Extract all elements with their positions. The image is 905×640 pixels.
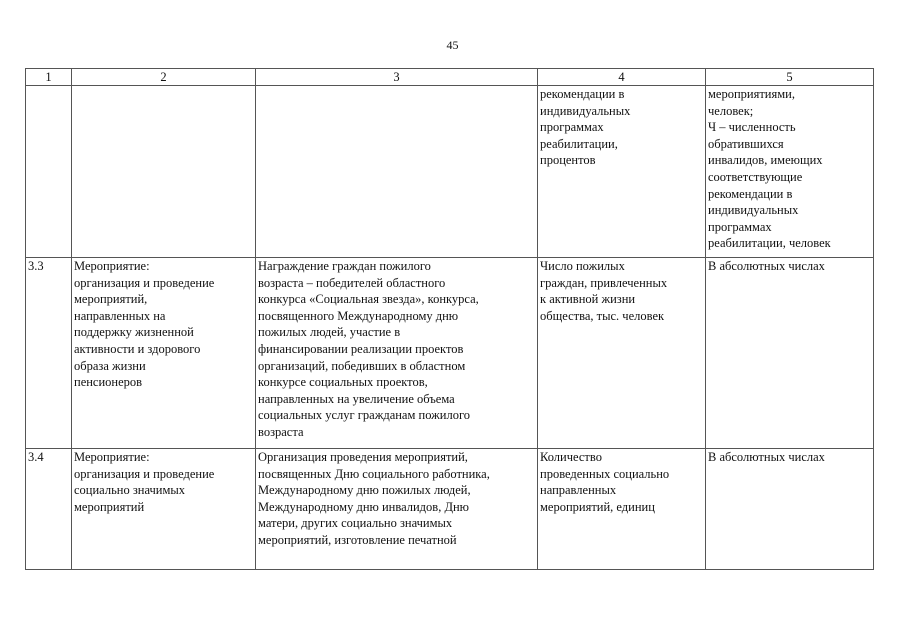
table-row — [26, 258, 874, 449]
row-number-cell — [26, 449, 72, 570]
formula-cell — [706, 449, 874, 570]
event-cell — [72, 449, 256, 570]
table-row — [26, 86, 874, 258]
column-header: 3 — [256, 69, 538, 86]
event-cell — [72, 86, 256, 258]
row-number-cell — [26, 258, 72, 449]
indicator-text: Число пожилых граждан, привлеченных к активной жизни общества, тыс. человек — [540, 259, 668, 323]
formula-text: В абсолютных числах — [708, 450, 825, 464]
description-text: Организация проведения мероприятий, посвященных Дню социального работника, Международному дню пожилых людей, Международному дню инвалидов, Дню матери, других социально значимых мероприятий, изготовление печатной — [258, 450, 490, 547]
row-number-cell — [26, 86, 72, 258]
table-header-row — [26, 69, 874, 86]
column-header: 5 — [706, 69, 874, 86]
formula-text: В абсолютных числах — [708, 259, 825, 273]
event-text: Мероприятие: организация и проведение социально значимых мероприятий — [74, 450, 215, 514]
row-number: 3.3 — [28, 259, 44, 273]
page-number: 45 — [446, 38, 459, 52]
column-header: 2 — [72, 69, 256, 86]
event-text: Мероприятие: организация и проведение мероприятий, направленных на поддержку жизненной активности и здорового образа жизни пенсионеров — [74, 259, 215, 390]
formula-text: мероприятиями, человек; Ч – численность обратившихся инвалидов, имеющих соответствующие рекомендации в индивидуальных программах реабилитации, человек — [708, 87, 831, 251]
description-cell — [256, 258, 538, 449]
data-table — [25, 68, 874, 570]
column-header: 4 — [538, 69, 706, 86]
table-row — [26, 449, 874, 570]
description-text: Награждение граждан пожилого возраста – победителей областного конкурса «Социальная звезда», конкурса, посвященного Международному дню пожилых людей, участие в финансировании реализации проектов организаций, победивших в областном конкурсе социальных проектов, направленных на увеличение объема социальных услуг гражданам пожилого возраста — [258, 259, 479, 439]
description-cell — [256, 86, 538, 258]
indicator-cell — [538, 86, 706, 258]
indicator-text: рекомендации в индивидуальных программах реабилитации, процентов — [540, 87, 631, 168]
column-header: 1 — [26, 69, 72, 86]
formula-cell — [706, 86, 874, 258]
formula-cell — [706, 258, 874, 449]
event-cell — [72, 258, 256, 449]
indicator-text: Количество проведенных социально направленных мероприятий, единиц — [540, 450, 670, 514]
indicator-cell — [538, 258, 706, 449]
description-cell — [256, 449, 538, 570]
row-number: 3.4 — [28, 450, 44, 464]
indicator-cell — [538, 449, 706, 570]
